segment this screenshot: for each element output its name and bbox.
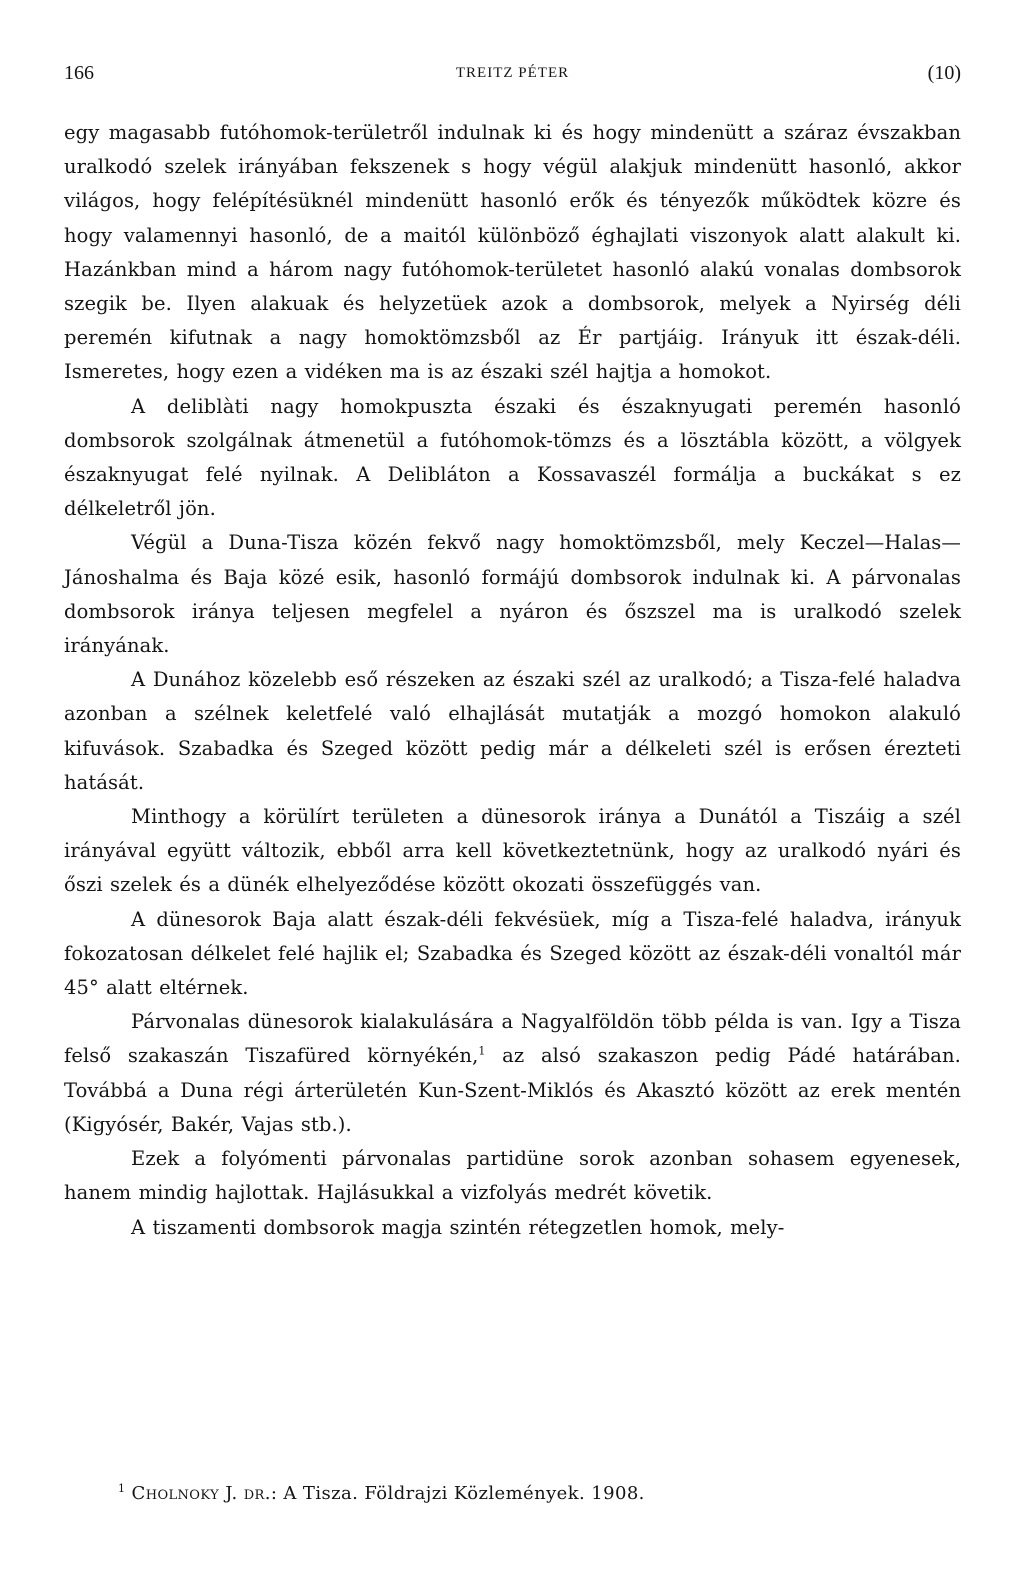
- body-text: [64, 116, 961, 1245]
- footnote: [118, 1483, 645, 1504]
- page-number: 166: [64, 62, 94, 84]
- running-title: TREITZ PÉTER: [455, 65, 570, 81]
- paragraph: A Dunához közelebb eső részeken az északi szél az uralkodó; a Tisza-felé haladva azonban a szélnek keletfelé való elhajlását mutatják a mozgó homokon alakuló kifuvások. Szabadka és Szeged között pedig már a délkeleti szél is erősen érezteti hatását.: [64, 668, 961, 794]
- paragraph-text: az alsó szakaszon pedig Pádé határában. Továbbá a Duna régi árterületén Kun-Szent-Miklós és Akasztó között az erek mentén (Kigyósér, Bakér, Vajas stb.).: [64, 1044, 961, 1136]
- paragraph: A tiszamenti dombsorok magja szintén rétegzetlen homok, mely-: [131, 1215, 785, 1239]
- footnote-author: Cholnoky J. dr.: [131, 1483, 271, 1504]
- paragraph: A deliblàti nagy homokpuszta északi és északnyugati peremén hasonló dombsorok szolgálnak átmenetül a futóhomok-tömzs és a lösztábla között, a völgyek északnyugat felé nyilnak. A Delibláton a Kossavaszél formálja a buckákat s ez délkeletről jön.: [64, 394, 961, 521]
- paragraph: A dünesorok Baja alatt észak-déli fekvésüek, míg a Tisza-felé haladva, irányuk fokozatosan délkelet felé hajlik el; Szabadka és Szeged között az észak-déli vonaltól már 45° alatt eltérnek.: [64, 907, 961, 1000]
- paragraph: Végül a Duna-Tisza közén fekvő nagy homoktömzsből, mely Keczel—Halas—Jánoshalma és Baja közé esik, hasonló formájú dombsorok indulnak ki. A párvonalas dombsorok iránya teljesen megfelel a nyáron és őszszel ma is uralkodó szelek irányának.: [64, 531, 961, 658]
- paragraph-text: Párvonalas dünesorok kialakulására a Nagyalföldön több példa is van. Igy a Tisza felső szakaszán Tiszafüred környékén,: [64, 1010, 961, 1068]
- section-number: (10): [927, 62, 961, 84]
- footnote-marker: 1: [118, 1482, 126, 1495]
- paragraph: Minthogy a körülírt területen a dünesorok iránya a Dunától a Tiszáig a szél irányával együtt változik, ebből arra kell következtetnünk, hogy az uralkodó nyári és őszi szelek és a dünék elhelyeződése között okozati összefüggés van.: [64, 805, 961, 897]
- footnote-text: : A Tisza. Földrajzi Közlemények. 1908.: [270, 1483, 645, 1504]
- paragraph: egy magasabb futóhomok-területről indulnak ki és hogy mindenütt a száraz évszakban uralkodó szelek irányában fekszenek s hogy végül alakjuk mindenütt hasonló, akkor világos, hogy felépítésüknél mindenütt hasonló erők és tényezők működtek közre és hogy valamennyi hasonló, de a maitól különböző éghajlati viszonyok alatt alakult ki. Hazánkban mind a három nagy futóhomok-területet hasonló alakú vonalas dombsorok szegik be. Ilyen alakuak és helyzetüek azok a dombsorok, melyek a Nyirség déli peremén kifutnak a nagy homoktömzsből az Ér partjáig. Irányuk itt észak-déli. Ismeretes, hogy ezen a vidéken ma is az északi szél hajtja a homokot.: [64, 121, 961, 384]
- paragraph: [64, 1005, 961, 1142]
- paragraph: Ezek a folyómenti párvonalas partidüne sorok azonban sohasem egyenesek, hanem mindig hajlottak. Hajlásukkal a vizfolyás medrét követik.: [64, 1147, 961, 1205]
- page-header: [64, 62, 961, 92]
- footnote-reference: 1: [478, 1044, 486, 1058]
